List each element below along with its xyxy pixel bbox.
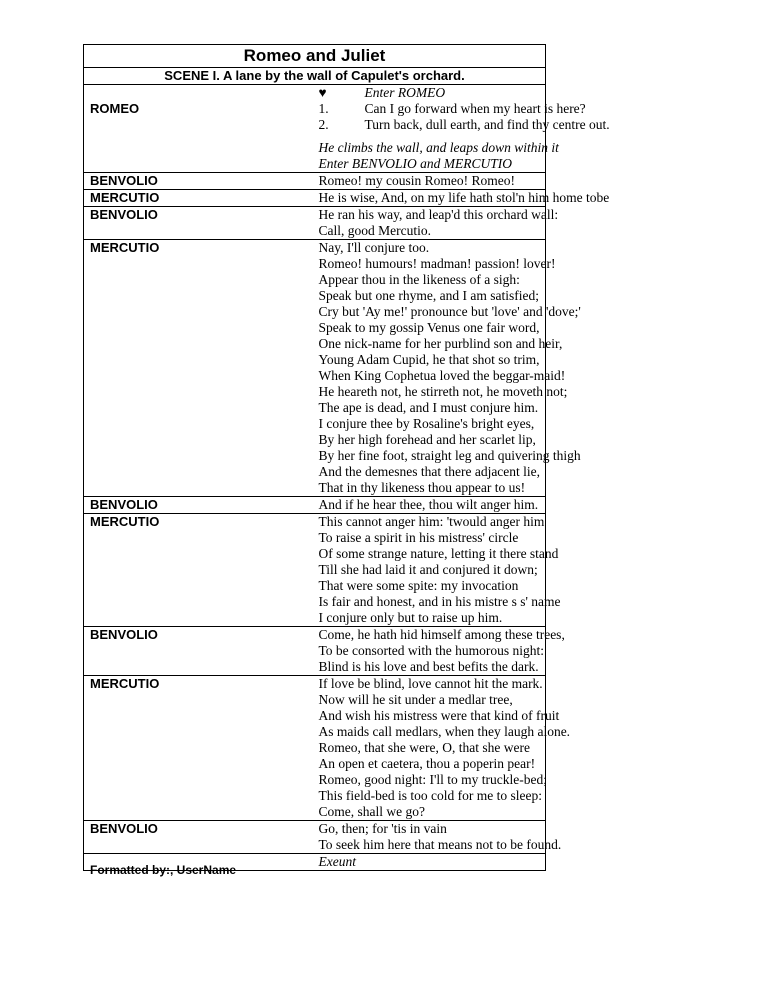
speech-row bbox=[84, 207, 546, 240]
speaker-name: BENVOLIO bbox=[84, 497, 315, 514]
verse-line: Is fair and honest, and in his mistre s s' name bbox=[318, 594, 561, 609]
heart-icon: ♥ bbox=[318, 85, 327, 100]
speaker-name: BENVOLIO bbox=[84, 207, 315, 240]
verse-line: The ape is dead, and I must conjure him. bbox=[318, 400, 539, 415]
stage-direction: He climbs the wall, and leaps down within it bbox=[318, 140, 559, 155]
verse-line: As maids call medlars, when they laugh alone. bbox=[318, 724, 571, 739]
speech-row bbox=[84, 676, 546, 821]
verse-line: When King Cophetua loved the beggar-maid! bbox=[318, 368, 566, 383]
numbered-line: 1. Can I go forward when my heart is here? bbox=[318, 101, 586, 116]
verse-line: By her high forehead and her scarlet lip, bbox=[318, 432, 536, 447]
stage-direction-exeunt: Exeunt bbox=[318, 854, 356, 869]
lines-cell bbox=[315, 85, 610, 173]
lines-cell bbox=[315, 514, 561, 627]
verse-line: Now will he sit under a medlar tree, bbox=[318, 692, 513, 707]
speech-row bbox=[84, 173, 546, 190]
verse-line: Blind is his love and best befits the dark. bbox=[318, 659, 539, 674]
lines-cell bbox=[315, 854, 546, 871]
speech-row bbox=[84, 497, 546, 514]
verse-line: Appear thou in the likeness of a sigh: bbox=[318, 272, 520, 287]
speech-row bbox=[84, 240, 546, 497]
verse-line: Come, shall we go? bbox=[318, 804, 425, 819]
verse-line: Call, good Mercutio. bbox=[318, 223, 431, 238]
verse-line: And the demesnes that there adjacent lie, bbox=[318, 464, 541, 479]
speaker-name: BENVOLIO bbox=[84, 627, 315, 676]
verse-line: Romeo! humours! madman! passion! lover! bbox=[318, 256, 556, 271]
verse-line: Romeo, that she were, O, that she were bbox=[318, 740, 530, 755]
verse-line: Speak but one rhyme, and I am satisfied; bbox=[318, 288, 539, 303]
stage-direction: ♥ Enter ROMEO bbox=[318, 85, 446, 100]
scene-heading: SCENE I. A lane by the wall of Capulet's orchard. bbox=[84, 68, 546, 85]
lines-cell bbox=[315, 627, 565, 676]
footer-credit: Formatted by:, UserName bbox=[90, 863, 237, 877]
verse-line: By her fine foot, straight leg and quivering thigh bbox=[318, 448, 581, 463]
stage-direction: Enter BENVOLIO and MERCUTIO bbox=[318, 156, 512, 171]
script-document bbox=[83, 44, 610, 871]
verse-line: Come, he hath hid himself among these trees, bbox=[318, 627, 565, 642]
verse-line: To seek him here that means not to be found. bbox=[318, 837, 562, 852]
verse-line: I conjure only but to raise up him. bbox=[318, 610, 503, 625]
speaker-name: MERCUTIO bbox=[84, 190, 315, 207]
verse-line: Of some strange nature, letting it there stand bbox=[318, 546, 559, 561]
speaker-name: MERCUTIO bbox=[84, 676, 315, 821]
speaker-name: MERCUTIO bbox=[84, 240, 315, 497]
verse-line: Romeo, good night: I'll to my truckle-bed; bbox=[318, 772, 548, 787]
lines-cell bbox=[315, 821, 562, 854]
verse-line: I conjure thee by Rosaline's bright eyes, bbox=[318, 416, 535, 431]
speech-row bbox=[84, 821, 546, 854]
verse-line: Young Adam Cupid, he that shot so trim, bbox=[318, 352, 540, 367]
verse-line: That in thy likeness thou appear to us! bbox=[318, 480, 526, 495]
speaker-name: BENVOLIO bbox=[84, 821, 315, 854]
verse-line: He ran his way, and leap'd this orchard wall: bbox=[318, 207, 559, 222]
verse-line: This cannot anger him: 'twould anger him bbox=[318, 514, 545, 529]
script-table bbox=[83, 44, 610, 871]
verse-line: He is wise, And, on my life hath stol'n him home tobe bbox=[318, 190, 610, 205]
speaker-name: BENVOLIO bbox=[84, 173, 315, 190]
verse-line: Speak to my gossip Venus one fair word, bbox=[318, 320, 540, 335]
speaker-name: ROMEO bbox=[90, 101, 140, 116]
verse-line: Nay, I'll conjure too. bbox=[318, 240, 430, 255]
verse-line: That were some spite: my invocation bbox=[318, 578, 519, 593]
verse-line: Romeo! my cousin Romeo! Romeo! bbox=[318, 173, 515, 188]
scene-row bbox=[84, 68, 546, 85]
verse-line: One nick-name for her purblind son and heir, bbox=[318, 336, 563, 351]
verse-line: To be consorted with the humorous night: bbox=[318, 643, 545, 658]
lines-cell bbox=[315, 173, 546, 190]
lines-cell bbox=[315, 497, 546, 514]
romeo-entrance-row bbox=[84, 85, 546, 173]
speech-row bbox=[84, 627, 546, 676]
verse-line: To raise a spirit in his mistress' circle bbox=[318, 530, 519, 545]
play-title: Romeo and Juliet bbox=[84, 45, 546, 68]
verse-line: If love be blind, love cannot hit the mark. bbox=[318, 676, 543, 691]
title-row bbox=[84, 45, 546, 68]
speech-row bbox=[84, 514, 546, 627]
speaker-cell bbox=[84, 85, 315, 173]
speech-row bbox=[84, 190, 546, 207]
numbered-line: 2. Turn back, dull earth, and find thy centre out. bbox=[318, 117, 610, 132]
lines-cell bbox=[315, 240, 581, 497]
lines-cell bbox=[315, 676, 571, 821]
verse-line: An open et caetera, thou a poperin pear! bbox=[318, 756, 536, 771]
speaker-name: MERCUTIO bbox=[84, 514, 315, 627]
verse-line: Till she had laid it and conjured it down; bbox=[318, 562, 538, 577]
lines-cell bbox=[315, 207, 559, 240]
verse-line: This field-bed is too cold for me to sleep: bbox=[318, 788, 542, 803]
lines-cell bbox=[315, 190, 610, 207]
verse-line: And if he hear thee, thou wilt anger him. bbox=[318, 497, 539, 512]
verse-line: He heareth not, he stirreth not, he moveth not; bbox=[318, 384, 568, 399]
verse-line: Go, then; for 'tis in vain bbox=[318, 821, 447, 836]
verse-line: And wish his mistress were that kind of fruit bbox=[318, 708, 560, 723]
verse-line: Cry but 'Ay me!' pronounce but 'love' and 'dove;' bbox=[318, 304, 581, 319]
